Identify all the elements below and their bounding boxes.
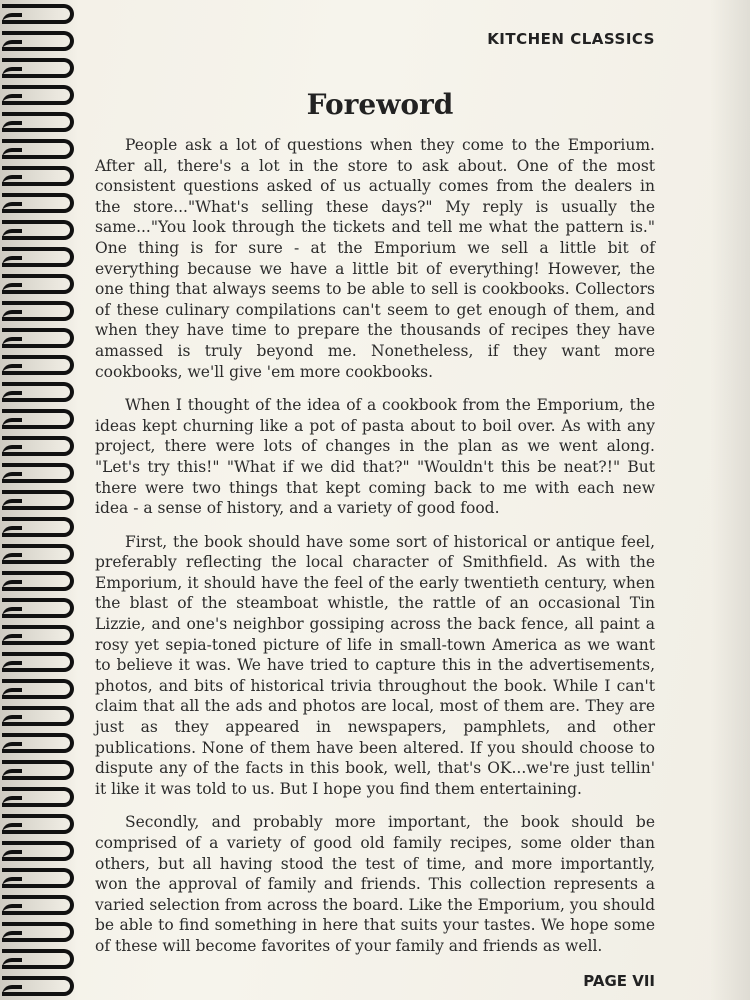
page-number: PAGE VII <box>583 972 655 990</box>
spiral-coil <box>2 193 74 213</box>
paragraph-3: First, the book should have some sort of historical or antique feel, preferably reflecting the local character of Smithfield. As with the Emporium, it should have the feel of the early twentieth century, when the blast of the steamboat whistle, the rattle of an occasional Tin Lizzie, and one's neighbor gossiping across the back fence, all paint a rosy yet sepia-toned picture of life in small-town America as we want to believe it was. We have tried to capture this in the advertisements, photos, and bits of historical trivia throughout the book. While I can't claim that all the ads and photos are local, most of them are. They are just as they appeared in newspapers, pamphlets, and other publications. None of them have been altered. If you should choose to dispute any of the facts in this book, well, that's OK...we're just tellin' it like it was told to us. But I hope you find them entertaining. <box>95 532 655 798</box>
spiral-coil <box>2 4 74 24</box>
spiral-coil <box>2 922 74 942</box>
foreword-body <box>95 135 655 970</box>
spiral-coil <box>2 382 74 402</box>
spiral-coil <box>2 247 74 267</box>
spiral-coil <box>2 733 74 753</box>
spiral-coil <box>2 517 74 537</box>
spiral-coil <box>2 166 74 186</box>
spiral-coil <box>2 976 74 996</box>
spiral-coil <box>2 301 74 321</box>
spiral-coil <box>2 355 74 375</box>
spiral-coil <box>2 895 74 915</box>
spiral-coil <box>2 652 74 672</box>
spiral-coil <box>2 220 74 240</box>
spiral-coil <box>2 949 74 969</box>
spiral-coil <box>2 112 74 132</box>
paragraph-2: When I thought of the idea of a cookbook from the Emporium, the ideas kept churning like a pot of pasta about to boil over. As with any project, there were lots of changes in the plan as we went along. "Let's try this!" "What if we did that?" "Wouldn't this be neat?!" But there were two things that kept coming back to me with each new idea - a sense of history, and a variety of good food. <box>95 396 655 518</box>
spiral-coil <box>2 58 74 78</box>
spiral-coil <box>2 598 74 618</box>
spiral-coil <box>2 787 74 807</box>
spiral-binding <box>0 0 78 1000</box>
spiral-coil <box>2 571 74 591</box>
spiral-coil <box>2 436 74 456</box>
spiral-coil <box>2 868 74 888</box>
spiral-coil <box>2 625 74 645</box>
spiral-coil <box>2 409 74 429</box>
spiral-coil <box>2 328 74 348</box>
spiral-coil <box>2 139 74 159</box>
spiral-coil <box>2 841 74 861</box>
page-edge-shadow <box>710 0 750 1000</box>
paragraph-4: Secondly, and probably more important, the book should be comprised of a variety of good old family recipes, some older than others, but all having stood the test of time, and more importantly, won the approval of family and friends. This collection represents a varied selection from across the board. Like the Emporium, you should be able to find something in here that suits your tastes. We hope some of these will become favorites of your family and friends as well. <box>95 813 655 955</box>
spiral-coil <box>2 463 74 483</box>
spiral-coil <box>2 490 74 510</box>
spiral-coil <box>2 274 74 294</box>
spiral-coil <box>2 760 74 780</box>
spiral-coil <box>2 31 74 51</box>
page-title: Foreword <box>306 88 454 121</box>
spiral-coil <box>2 814 74 834</box>
spiral-coil <box>2 706 74 726</box>
paragraph-1: People ask a lot of questions when they come to the Emporium. After all, there's a lot in the store to ask about. One of the most consistent questions asked of us actually comes from the dealers in the store..."What's selling these days?" My reply is usually the same..."You look through the tickets and tell me what the pattern is." One thing is for sure - at the Emporium we sell a little bit of everything because we have a little bit of everything! However, the one thing that always seems to be able to sell is cookbooks. Collectors of these culinary compilations can't seem to get enough of them, and when they have time to prepare the thousands of recipes they have amassed is truly beyond me. Nonetheless, if they want more cookbooks, we'll give 'em more cookbooks. <box>95 136 655 381</box>
spiral-coil <box>2 544 74 564</box>
spiral-coil <box>2 679 74 699</box>
spiral-coil <box>2 85 74 105</box>
running-header: KITCHEN CLASSICS <box>487 30 655 48</box>
